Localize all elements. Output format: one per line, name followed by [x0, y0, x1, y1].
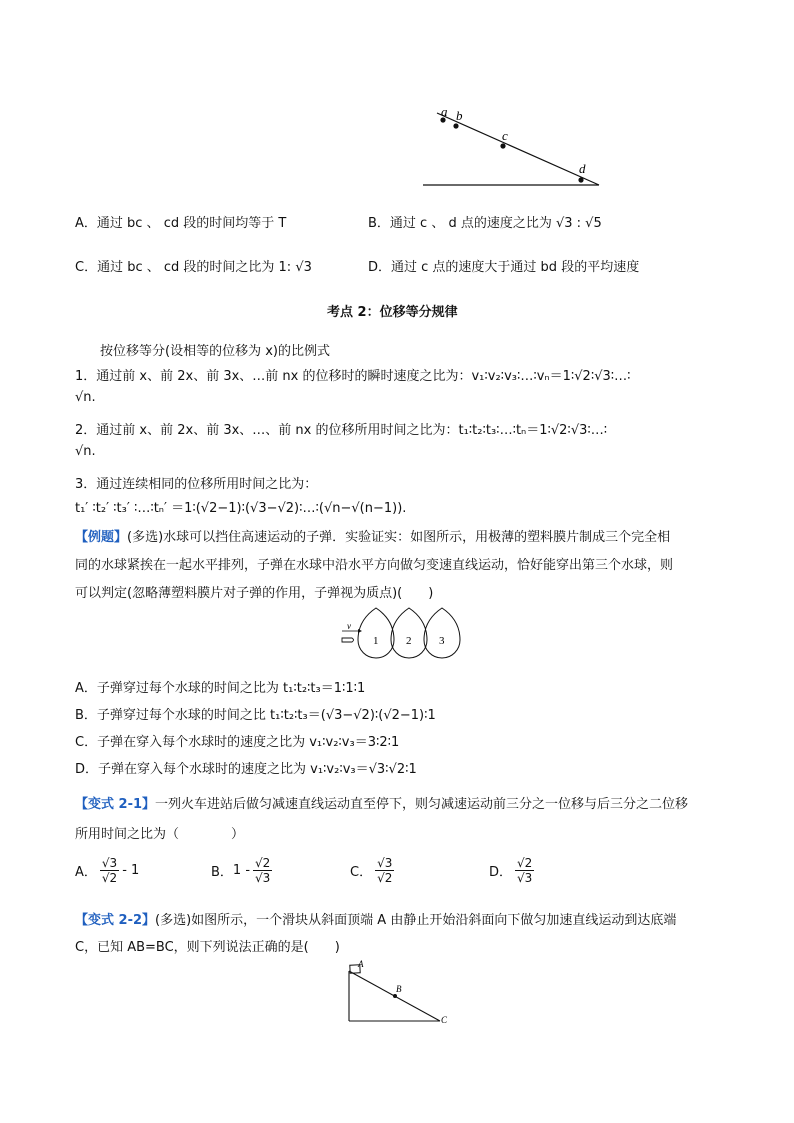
slope-label-b: B: [396, 984, 402, 994]
q1-option-d: D．通过 c 点的速度大于通过 bd 段的平均速度: [368, 260, 640, 275]
intro-text: 按位移等分(设相等的位移为 x)的比例式: [100, 344, 330, 359]
variant2-line-1: [75, 909, 676, 928]
water-ball-1: [358, 608, 394, 658]
example-line-1: [75, 526, 670, 545]
fraction-c: [375, 856, 394, 885]
example-option-d: D．子弹在穿入每个水球时的速度之比为 v₁∶v₂∶v₃＝√3∶√2∶1: [75, 762, 417, 777]
example-line-2: 同的水球紧挨在一起水平排列，子弹在水球中沿水平方向做匀变速直线运动，恰好能穿出第三个水球，则: [75, 558, 674, 573]
rule-2-line-2: √n.: [75, 444, 96, 459]
variant1-tag: 【变式 2-1】: [75, 797, 156, 812]
water-ball-2: [391, 608, 427, 658]
variant1-text-1: 一列火车进站后做匀减速直线运动直至停下，则匀减速运动前三分之一位移与后三分之二位移: [155, 797, 689, 812]
point-d: [578, 177, 583, 182]
rule-1-line-2: √n.: [75, 390, 96, 405]
example-tag: 【例题】: [75, 530, 128, 545]
fraction-a: [100, 856, 119, 885]
example-option-b: B．子弹穿过每个水球的时间之比 t₁∶t₂∶t₃＝(√3−√2)∶(√2−1)∶1: [75, 708, 436, 723]
slope-label-c: C: [441, 1015, 448, 1025]
fraction-c-den: √2: [377, 871, 393, 885]
q1-option-c: C．通过 bc 、 cd 段的时间之比为 1: √3: [75, 260, 312, 275]
variant1-option-c: [350, 856, 394, 885]
variant1-line-2: 所用时间之比为（ ）: [75, 827, 245, 842]
variant1-option-d: [489, 856, 534, 885]
q1-option-b: B．通过 c 、 d 点的速度之比为 √3 : √5: [368, 216, 602, 231]
variant1-option-b-head: 1 -: [232, 863, 251, 878]
fraction-b-num: √2: [255, 856, 271, 870]
fraction-b: [253, 856, 272, 885]
variant1-option-d-label: D．: [489, 865, 513, 880]
fraction-c-num: √3: [377, 856, 393, 870]
fraction-d: [515, 856, 534, 885]
variant1-option-b: [211, 856, 272, 885]
variant1-line-1: [75, 793, 688, 812]
section-title: 考点 2：位移等分规律: [327, 305, 458, 320]
rule-3-line-2: t₁′ ∶t₂′ ∶t₃′ ∶…∶tₙ′ ＝1∶(√2−1)∶(√3−√2)∶…∶(√n−√(n−1)).: [75, 501, 407, 516]
point-b-slope: [393, 994, 397, 998]
variant1-option-b-label: B．: [211, 865, 233, 880]
rule-2-line-1: 2．通过前 x、前 2x、前 3x、…、前 nx 的位移所用时间之比为：t₁∶t₂∶t₃∶…∶tₙ＝1∶√2∶√3∶…∶: [75, 423, 608, 438]
rule-1-line-1: 1．通过前 x、前 2x、前 3x、…前 nx 的位移时的瞬时速度之比为：v₁∶v₂∶v₃∶…∶vₙ＝1∶√2∶√3∶…∶: [75, 369, 631, 384]
example-option-a: A．子弹穿过每个水球的时间之比为 t₁∶t₂∶t₃＝1∶1∶1: [75, 681, 366, 696]
slope-figure: [340, 955, 460, 1027]
variant2-line-2: C，已知 AB=BC，则下列说法正确的是( ): [75, 940, 340, 955]
point-b: [453, 123, 458, 128]
incline-figure-top: [415, 100, 615, 192]
variant2-tag: 【变式 2-2】: [75, 913, 156, 928]
label-d: d: [579, 161, 586, 176]
water-ball-3: [424, 608, 460, 658]
example-line-3: 可以判定(忽略薄塑料膜片对子弹的作用，子弹视为质点)( ): [75, 586, 434, 601]
fraction-a-num: √3: [101, 856, 118, 870]
velocity-label: v: [347, 621, 351, 631]
incline-line: [437, 113, 599, 185]
ball-label-3: 3: [439, 635, 445, 647]
water-balls-figure: [336, 604, 466, 664]
slope-label-a: A: [358, 959, 364, 969]
variant1-option-a: [75, 856, 139, 885]
example-option-c: C．子弹在穿入每个水球时的速度之比为 v₁∶v₂∶v₃＝3∶2∶1: [75, 735, 400, 750]
label-a: a: [441, 104, 448, 119]
variant2-text-1: (多选)如图所示，一个滑块从斜面顶端 A 由静止开始沿斜面向下做匀加速直线运动到达底端: [155, 913, 677, 928]
fraction-d-num: √2: [517, 856, 533, 870]
fraction-b-den: √3: [255, 871, 271, 885]
label-c: c: [502, 128, 508, 143]
label-b: b: [456, 108, 463, 123]
example-text-1: (多选)水球可以挡住高速运动的子弹．实验证实：如图所示，用极薄的塑料膜片制成三个完全相: [127, 530, 671, 545]
ball-label-2: 2: [406, 635, 412, 647]
variant1-option-c-label: C．: [350, 865, 373, 880]
fraction-d-den: √3: [517, 871, 533, 885]
point-c: [500, 143, 505, 148]
ball-label-1: 1: [373, 635, 379, 647]
variant1-option-a-label: A．: [75, 865, 97, 880]
q1-option-a: A．通过 bc 、 cd 段的时间均等于 T: [75, 216, 287, 231]
fraction-a-den: √2: [101, 871, 118, 885]
variant1-option-a-tail: - 1: [122, 863, 140, 878]
rule-3-line-1: 3．通过连续相同的位移所用时间之比为：: [75, 477, 318, 492]
